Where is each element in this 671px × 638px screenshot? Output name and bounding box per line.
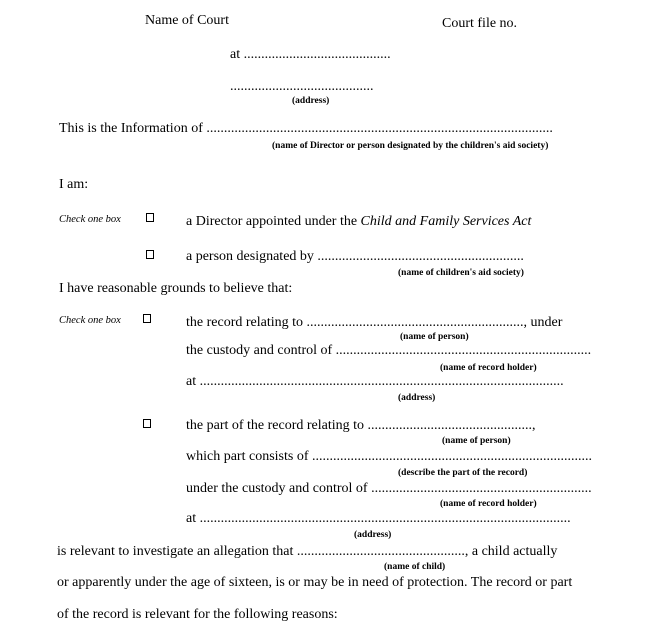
court-file-label: Court file no. [442,16,518,31]
part-line-1[interactable]: the part of the record relating to ..............................................., [186,418,536,433]
relevant-line-3: of the record is relevant for the following reasons: [57,607,338,622]
court-address-caption: (address) [292,96,330,106]
option-director-text: a Director appointed under the [186,214,361,229]
information-caption: (name of Director or person designated by the children's aid society) [272,141,549,151]
record-line-1[interactable]: the record relating to .............................................................., under [186,315,563,330]
record-address-caption: (address) [398,393,436,403]
relevant-child-caption: (name of child) [384,562,446,572]
designated-caption: (name of children's aid society) [398,268,524,278]
court-name-label: Name of Court [145,13,229,28]
record-line-2[interactable]: the custody and control of ......................................................................... [186,343,592,358]
grounds-label: I have reasonable grounds to believe that: [59,281,293,296]
court-at-line[interactable]: at .......................................... [230,47,391,62]
record-line-3[interactable]: at ........................................................................................................ [186,374,564,389]
i-am-label: I am: [59,177,89,192]
record-person-caption: (name of person) [400,332,469,342]
record-holder-caption: (name of record holder) [440,363,537,373]
check-one-note-2: Check one box [59,315,121,326]
information-line[interactable]: This is the Information of ................................................................................................... [59,121,553,136]
option-director-act: Child and Family Services Act [360,214,532,229]
part-line-3[interactable]: under the custody and control of ............................................................... [186,481,592,496]
part-line-2[interactable]: which part consists of ................................................................................ [186,449,592,464]
record-checkbox[interactable] [143,314,151,323]
relevant-line-1[interactable]: is relevant to investigate an allegation that ................................................, a child actually [57,544,558,559]
part-address-caption: (address) [354,530,392,540]
check-one-note-1: Check one box [59,214,121,225]
court-address-line[interactable]: ......................................... [230,79,374,94]
option-director [186,214,531,230]
designated-checkbox[interactable] [146,250,154,259]
part-describe-caption: (describe the part of the record) [398,468,528,478]
relevant-line-2: or apparently under the age of sixteen, is or may be in need of protection. The record or part [57,575,573,590]
option-designated-line[interactable]: a person designated by ........................................................... [186,249,524,264]
part-checkbox[interactable] [143,419,151,428]
director-checkbox[interactable] [146,213,154,222]
part-holder-caption: (name of record holder) [440,499,537,509]
part-line-4[interactable]: at .......................................................................................................... [186,511,571,526]
part-person-caption: (name of person) [442,436,511,446]
